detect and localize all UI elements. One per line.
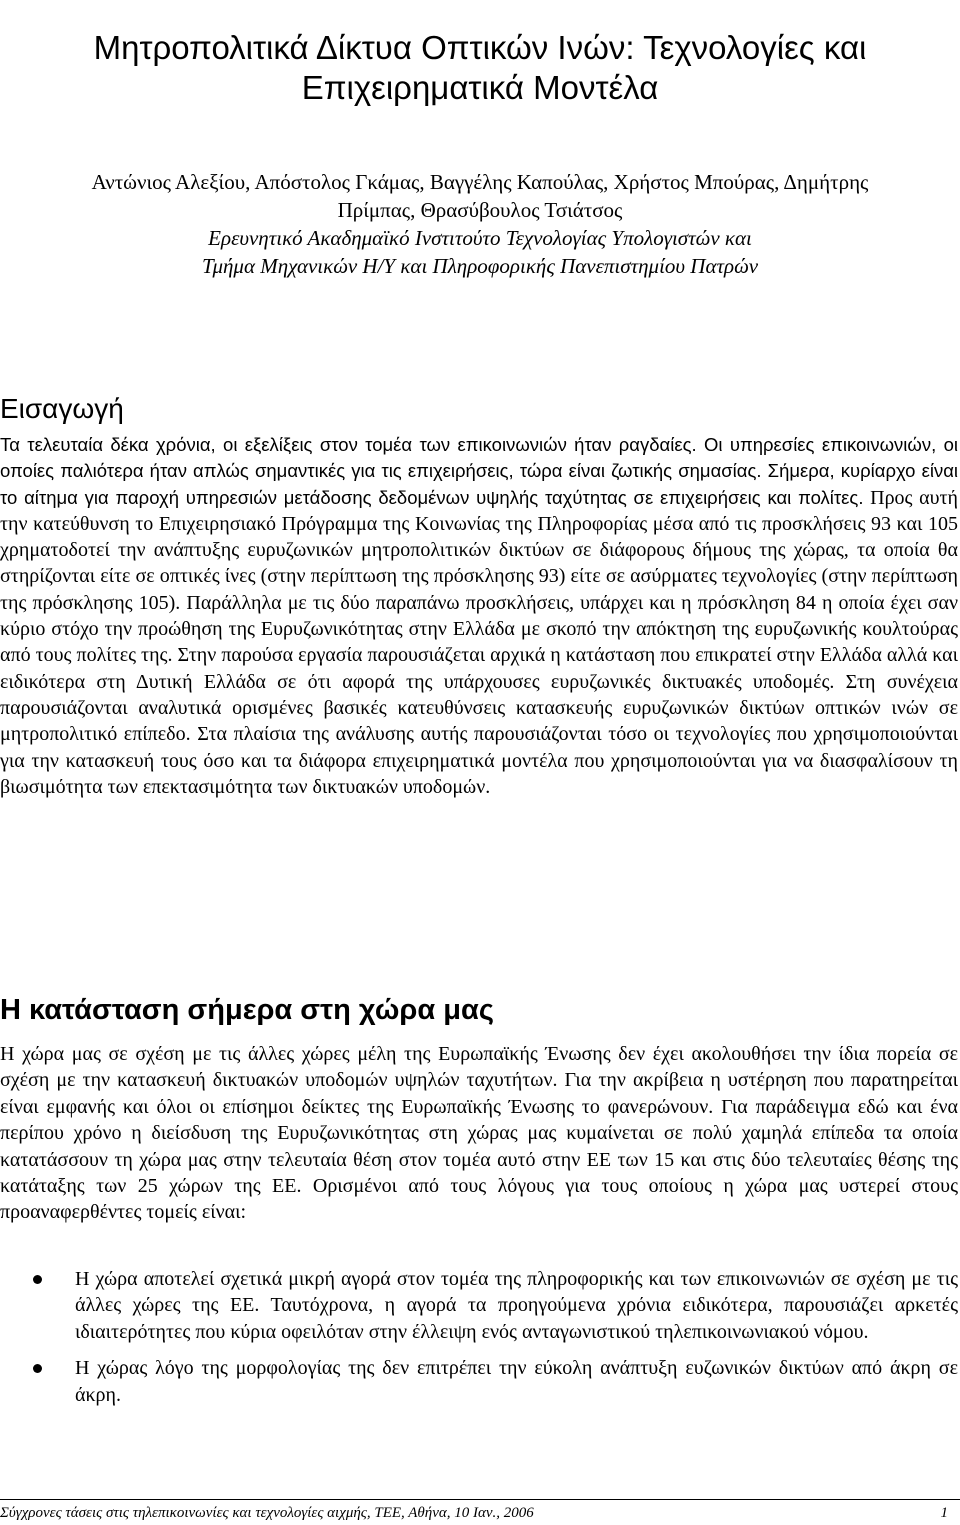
document-title <box>0 28 960 108</box>
title-line: Μητροπολιτικά Δίκτυα Οπτικών Ινών: Τεχνολογίες και <box>93 29 867 67</box>
affiliation-line: Ερευνητικό Ακαδημαϊκό Ινστιτούτο Τεχνολογίας Υπολογιστών και <box>208 226 752 250</box>
section-heading-intro: Εισαγωγή <box>0 393 124 424</box>
footer-divider <box>0 1499 960 1500</box>
author-block <box>0 168 960 280</box>
list-item <box>0 1355 958 1408</box>
authors-line: Πρίμπας, Θρασύβουλος Τσιάτσος <box>337 198 623 222</box>
section-heading-state: Η κατάσταση σήμερα στη χώρα μας <box>0 994 494 1026</box>
affiliation-line: Τμήμα Μηχανικών Η/Υ και Πληροφορικής Πανεπιστημίου Πατρών <box>201 254 759 278</box>
list-item-text: Η χώρας λόγο της μορφολογίας της δεν επιτρέπει την εύκολη ανάπτυξη ευζωνικών δικτύων από άκρη σε άκρη. <box>75 1357 958 1406</box>
bullet-icon <box>33 1364 42 1373</box>
list-item <box>0 1266 958 1345</box>
intro-text-sans: Τα τελευταία δέκα χρόνια, οι εξελίξεις στον τομέα των επικοινωνιών ήταν ραγδαίες. Οι υπηρεσίες επικοινωνιών, οι οποίες παλιότερα ήταν απλώς σημαντικές για τις επιχειρήσεις, τώρα είναι ζωτικής σημασίας. Σήμερα, κυρίαρχο είναι το αίτημα για παροχή υπηρεσιών μετάδοσης δεδομένων υψηλής ταχύτητας σε επιχειρήσεις και πολίτες. <box>0 434 958 508</box>
title-line: Επιχειρηματικά Μοντέλα <box>301 69 659 107</box>
authors-line: Αντώνιος Αλεξίου, Απόστολος Γκάμας, Βαγγέλης Καπούλας, Χρήστος Μπούρας, Δημήτρης <box>91 170 869 194</box>
footer-text: Σύγχρονες τάσεις στις τηλεπικοινωνίες και τεχνολογίες αιχμής, ΤΕΕ, Αθήνα, 10 Ιαν., 2006 <box>0 1505 534 1521</box>
bullet-icon <box>33 1275 42 1284</box>
intro-text-serif: Προς αυτή την κατεύθυνση το Επιχειρησιακό Πρόγραμμα της Κοινωνίας της Πληροφορίας μέσα από τις προσκλήσεις 93 και 105 χρηματοδοτεί την ανάπτυξης ευρυζωνικών μητροπολιτικών δικτύων σε διάφορους δήμους της χώρας, τα οποία θα στηρίζονται είτε σε οπτικές ίνες (στην περίπτωση της πρόσκλησης 93) είτε σε ασύρματες τεχνολογίες (στην περίπτωση της πρόσκλησης 105). Παράλληλα με τις δύο παραπάνω προσκλήσεις, υπάρχει και η πρόσκληση 84 η οποία έχει σαν κύριο στόχο την προώθηση της Ευρυζωνικότητας στην Ελλάδα με σκοπό την απόκτηση της ευρυζωνικής κουλτούρας από τους πολίτες της. Στην παρούσα εργασία παρουσιάζεται αρχικά η κατάσταση που επικρατεί στην Ελλάδα αλλά και ειδικότερα στη Δυτική Ελλάδα σε ότι αφορά της υπάρχουσες ευρυζωνικές δικτυακές υποδομές. Στη συνέχεια παρουσιάζονται αναλυτικά ορισμένες βασικές κατευθύνσεις κατασκευής ευρυζωνικών δικτύων οπτικών ινών σε μητροπολιτικό επίπεδο. Στα πλαίσια της ανάλυσης αυτής παρουσιάζονται τόσο οι τεχνολογίες που χρησιμοποιούνται για την κατασκευή τους όσο και τα διάφορα επιχειρηματικά μοντέλα που χρησιμοποιούνται για να διασφαλίσουν τη βιωσιμότητα των επεκτασιμότητα των δικτυακών υποδομών. <box>0 486 958 798</box>
list-item-text: Η χώρα αποτελεί σχετικά μικρή αγορά στον τομέα της πληροφορικής και των επικοινωνιών σε σχέση με τις άλλες χώρες της ΕΕ. Ταυτόχρονα, η αγορά τα προηγούμενα χρόνια ειδικότερα, παρουσιάζει αρκετές ιδιαιτερότητες που κύρια οφειλόταν στην έλλειψη ενός ανταγωνιστικού τηλεπικοινωνιακού νόμου. <box>75 1268 958 1343</box>
state-paragraph: Η χώρα μας σε σχέση με τις άλλες χώρες μέλη της Ευρωπαϊκής Ένωσης δεν έχει ακολουθήσει την ίδια πορεία σε σχέση με την κατασκευή δικτυακών υποδομών υψηλών ταχυτήτων. Για την ακρίβεια η υστέρηση που παρατηρείται είναι εμφανής και όλοι οι επίσημοι δείκτες της Ευρωπαϊκής Ένωσης το φανερώνουν. Για παράδειγμα εδώ και ένα περίπου χρόνο η διείσδυση της Ευρυζωνικότητας στη χώρας μας κυμαίνεται σε πολύ χαμηλά επίπεδα τα οποία κατατάσσουν τη χώρα μας στην τελευταία θέση στον τομέα αυτό στην ΕΕ των 15 και στις δύο τελευταίες θέσης της κατάταξης των 25 χώρων της ΕΕ. Ορισμένοι από τους λόγους για τους οποίους η χώρα μας υστερεί στους προαναφερθέντες τομείς είναι: <box>0 1043 958 1224</box>
intro-paragraph <box>0 432 958 800</box>
reasons-list <box>0 1266 958 1418</box>
page-number: 1 <box>940 1505 948 1521</box>
